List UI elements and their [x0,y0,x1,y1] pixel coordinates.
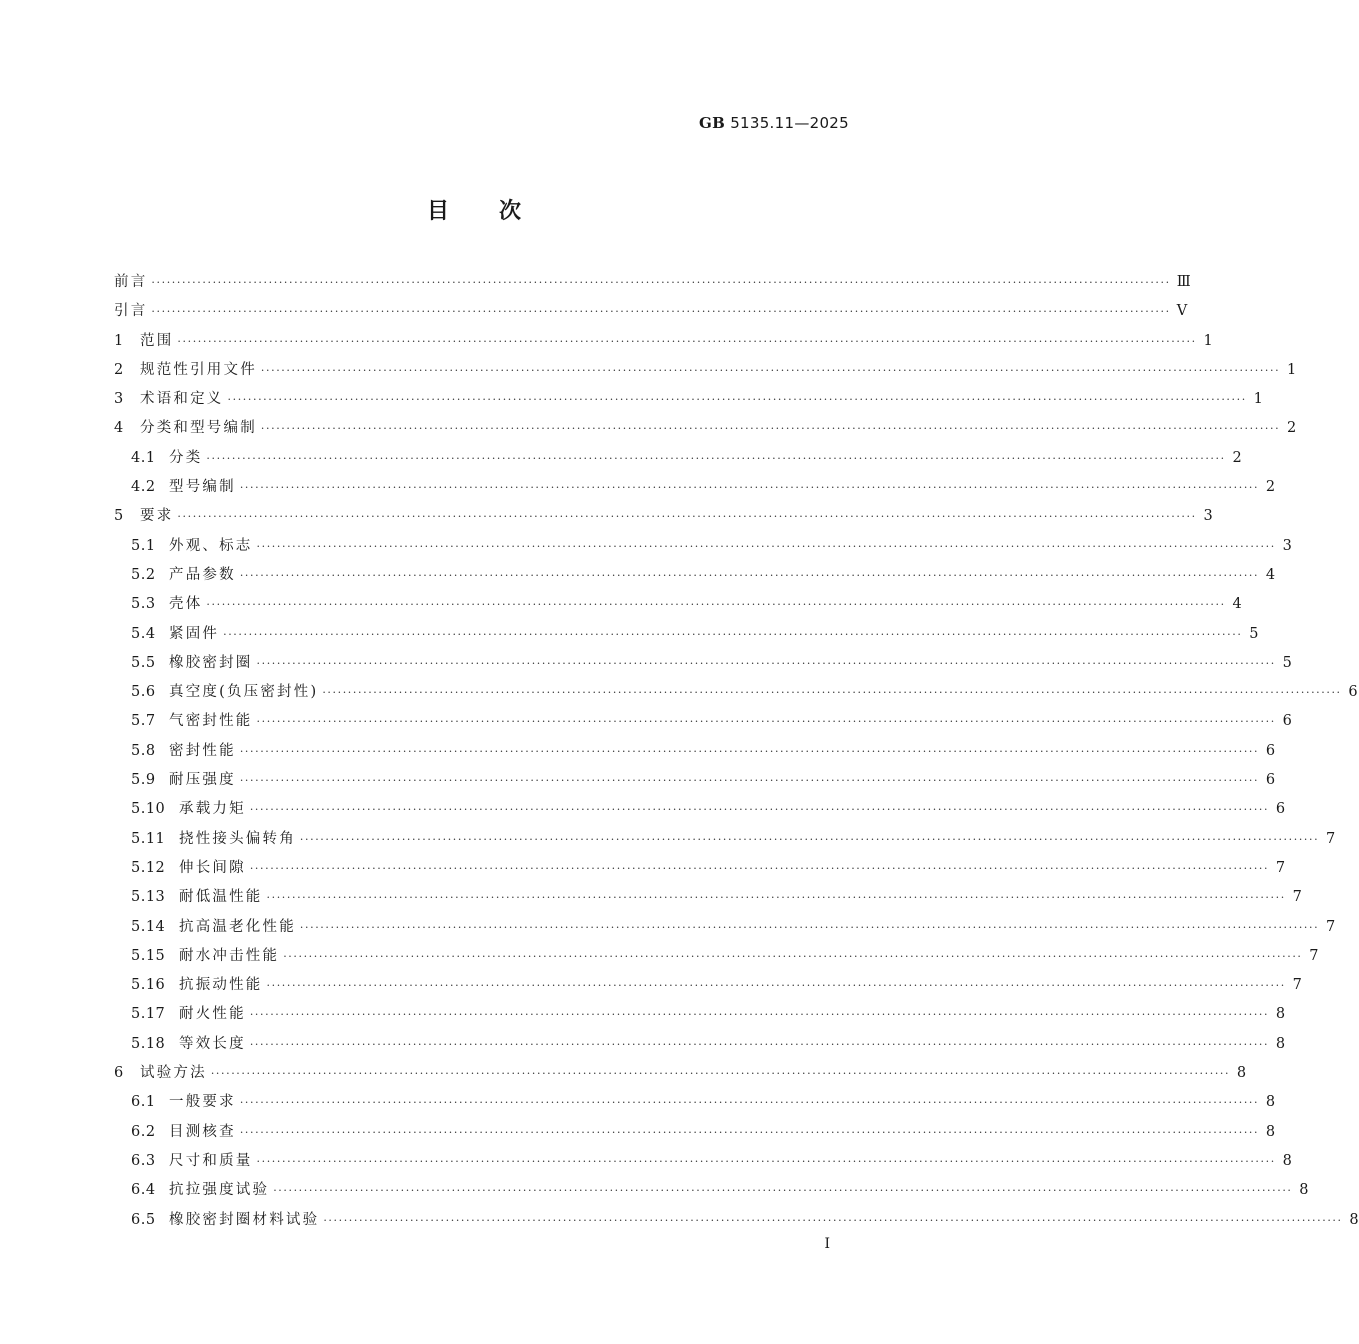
toc-entry-label: 耐低温性能 [179,889,263,906]
toc-entry-page: 6 [1282,713,1292,730]
toc-entry[interactable] [114,944,1319,973]
toc-leader-dots: ········································································································································································································ [249,803,1270,817]
toc-leader-dots: ········································································································································································································ [299,920,1320,934]
toc-leader-dots: ········································································································································································································ [210,1067,1231,1081]
toc-entry-label: 前言 [114,274,148,290]
toc-leader-dots: ········································································································································································································ [323,1213,1343,1227]
toc-entry-number: 5.17 [131,1006,166,1023]
toc-leader-dots: ········································································································································································································ [256,1154,1276,1168]
toc-entry[interactable] [114,1032,1286,1061]
toc-entry[interactable] [114,680,1358,709]
toc-entry-page: 7 [1292,889,1302,906]
toc-entry-page: 6 [1348,684,1358,701]
table-of-contents [114,270,1359,1237]
toc-entry-label: 抗振动性能 [179,977,263,994]
toc-entry[interactable] [114,1061,1247,1090]
toc-entry-label: 真空度(负压密封性) [169,684,319,701]
page-title: 目 次 [426,199,523,224]
toc-entry-label: 承载力矩 [179,801,246,818]
toc-entry-number: 3 [114,391,124,408]
toc-entry[interactable] [114,387,1263,416]
toc-entry[interactable] [114,299,1188,328]
toc-entry-page: 8 [1282,1152,1292,1169]
toc-leader-dots: ········································································································································································································ [239,568,1260,582]
toc-entry-label: 耐压强度 [169,772,236,789]
toc-entry-label: 耐火性能 [179,1006,246,1023]
toc-entry-number: 5.16 [131,977,166,994]
toc-entry-label: 尺寸和质量 [169,1152,253,1169]
toc-entry-number: 5.10 [131,801,166,818]
toc-leader-dots: ········································································································································································································ [239,744,1260,758]
toc-entry[interactable] [114,856,1286,885]
toc-entry-page: 2 [1232,449,1242,466]
toc-entry-page: 2 [1265,479,1276,496]
toc-leader-dots: ········································································································································································································ [249,1008,1270,1022]
toc-leader-dots: ········································································································································································································ [273,1184,1293,1198]
toc-entry[interactable] [114,915,1336,944]
toc-entry[interactable] [114,973,1302,1002]
toc-entry-page: 2 [1287,420,1297,437]
toc-leader-dots: ········································································································································································································ [239,481,1260,495]
toc-leader-dots: ········································································································································································································ [151,276,1171,289]
toc-leader-dots: ········································································································································································································ [266,891,1286,905]
toc-entry-number: 5.8 [131,742,156,759]
toc-entry[interactable] [114,416,1297,445]
toc-leader-dots: ········································································································································································································ [177,510,1197,524]
toc-leader-dots: ········································································································································································································ [151,305,1171,319]
toc-entry-number: 6.5 [131,1211,156,1228]
toc-entry-page: 3 [1282,537,1292,554]
toc-entry-page: 7 [1326,918,1336,935]
toc-entry[interactable] [114,534,1292,563]
toc-entry-page: 3 [1203,508,1213,525]
toc-entry[interactable] [114,1178,1309,1207]
toc-entry-page: 1 [1287,361,1297,378]
toc-entry[interactable] [114,1208,1359,1237]
toc-entry-label: 分类 [169,449,203,466]
toc-entry-label: 耐水冲击性能 [179,947,280,964]
toc-entry[interactable] [114,446,1242,475]
toc-entry[interactable] [114,504,1213,533]
toc-entry-number: 5.11 [131,830,166,847]
toc-entry-number: 5.4 [131,625,156,642]
toc-leader-dots: ········································································································································································································ [206,598,1226,612]
toc-entry-label: 要求 [140,508,174,525]
toc-entry-page: 8 [1275,1035,1286,1052]
toc-entry-label: 引言 [114,303,148,320]
toc-entry-page: 6 [1265,772,1276,789]
toc-entry[interactable] [114,768,1276,797]
toc-entry-number: 6.4 [131,1182,156,1199]
toc-entry-page: 4 [1265,566,1276,583]
toc-entry-number: 4.2 [131,479,156,496]
toc-entry-number: 5.18 [131,1035,166,1052]
toc-entry-number: 5 [114,508,124,525]
toc-entry-page: 7 [1309,947,1319,964]
toc-entry-label: 紧固件 [169,625,220,642]
toc-entry-label: 橡胶密封圈 [169,654,253,671]
toc-entry-page: 8 [1349,1211,1359,1228]
toc-entry-page: 6 [1265,742,1276,759]
toc-entry-label: 范围 [140,332,174,349]
standard-prefix: GB [699,114,726,132]
toc-entry-page: Ⅲ [1176,274,1191,290]
toc-entry-label: 试验方法 [140,1065,207,1082]
toc-entry-number: 6.1 [131,1094,156,1111]
toc-entry-number: 5.2 [131,566,156,583]
toc-entry[interactable] [114,563,1276,592]
toc-entry[interactable] [114,1002,1286,1031]
toc-entry-number: 5.7 [131,713,156,730]
toc-leader-dots: ········································································································································································································ [256,656,1276,670]
toc-leader-dots: ········································································································································································································ [299,832,1320,846]
standard-code: 5135.11—2025 [730,114,849,132]
toc-entry-page: 1 [1203,332,1213,349]
toc-entry[interactable] [114,885,1302,914]
toc-entry-label: 壳体 [169,596,203,613]
toc-leader-dots: ········································································································································································································ [206,451,1226,465]
toc-entry-number: 6 [114,1065,124,1082]
toc-leader-dots: ········································································································································································································ [239,1125,1260,1139]
toc-leader-dots: ········································································································································································································ [239,774,1260,788]
toc-entry-page: 5 [1282,654,1292,671]
toc-leader-dots: ········································································································································································································ [260,422,1281,436]
toc-entry-number: 5.5 [131,654,156,671]
toc-entry[interactable] [114,1120,1276,1149]
toc-entry[interactable] [114,592,1242,621]
toc-entry-number: 5.9 [131,772,156,789]
toc-entry-number: 6.3 [131,1152,156,1169]
toc-entry-page: 7 [1326,830,1336,847]
toc-entry-number: 5.6 [131,684,156,701]
toc-entry-page: 5 [1249,625,1259,642]
toc-entry-label: 等效长度 [179,1035,246,1052]
toc-entry-page: 7 [1292,977,1302,994]
toc-entry-label: 挠性接头偏转角 [179,830,296,847]
toc-entry-page: Ⅴ [1176,303,1188,320]
toc-entry-number: 6.2 [131,1123,156,1140]
toc-entry-number: 1 [114,332,124,349]
toc-entry-page: 8 [1275,1006,1286,1023]
toc-entry-page: 7 [1275,859,1286,876]
toc-leader-dots: ········································································································································································································ [249,861,1270,875]
toc-entry[interactable] [114,709,1292,738]
toc-leader-dots: ········································································································································································································ [260,363,1281,377]
toc-entry-label: 型号编制 [169,479,236,496]
toc-entry[interactable] [114,475,1276,504]
toc-entry-number: 4.1 [131,449,156,466]
toc-entry-label: 气密封性能 [169,713,253,730]
toc-entry-number: 5.12 [131,859,166,876]
toc-leader-dots: ········································································································································································································ [256,539,1276,553]
toc-entry[interactable] [114,358,1297,387]
toc-entry[interactable] [114,1149,1292,1178]
toc-entry-page: 1 [1253,391,1263,408]
toc-entry[interactable] [114,797,1286,826]
toc-entry-label: 伸长间隙 [179,859,246,876]
standard-number [699,114,849,132]
toc-entry-label: 抗高温老化性能 [179,918,296,935]
toc-entry-label: 橡胶密封圈材料试验 [169,1211,320,1228]
toc-entry[interactable] [114,1090,1276,1119]
toc-entry-number: 5.3 [131,596,156,613]
toc-entry-label: 规范性引用文件 [140,361,257,378]
toc-entry-number: 2 [114,361,124,378]
page-number: Ⅰ [824,1236,830,1252]
toc-leader-dots: ········································································································································································································ [322,686,1342,700]
toc-entry-number: 4 [114,420,124,437]
toc-entry-label: 一般要求 [169,1094,236,1111]
toc-entry-label: 外观、标志 [169,537,253,554]
toc-entry-page: 8 [1236,1065,1247,1082]
toc-entry-page: 4 [1232,596,1242,613]
toc-leader-dots: ········································································································································································································ [177,334,1197,348]
toc-entry-page: 8 [1265,1123,1276,1140]
toc-entry-number: 5.14 [131,918,166,935]
toc-entry-number: 5.13 [131,889,166,906]
toc-leader-dots: ········································································································································································································ [223,627,1243,641]
toc-entry[interactable] [114,622,1259,651]
toc-entry[interactable] [114,827,1336,856]
toc-entry-label: 目测核查 [169,1123,236,1140]
toc-entry[interactable] [114,329,1213,358]
toc-entry-label: 抗拉强度试验 [169,1182,270,1199]
toc-entry[interactable] [114,270,1191,299]
toc-entry[interactable] [114,651,1292,680]
toc-leader-dots: ········································································································································································································ [283,949,1303,963]
toc-leader-dots: ········································································································································································································ [266,979,1286,993]
toc-entry-number: 5.15 [131,947,166,964]
toc-entry-page: 6 [1275,801,1286,818]
toc-entry-label: 术语和定义 [140,391,224,408]
toc-entry[interactable] [114,739,1276,768]
toc-entry-label: 产品参数 [169,566,236,583]
toc-entry-page: 8 [1265,1094,1276,1111]
toc-entry-page: 8 [1299,1182,1309,1199]
toc-leader-dots: ········································································································································································································ [227,393,1247,407]
toc-leader-dots: ········································································································································································································ [239,1096,1260,1110]
toc-entry-label: 密封性能 [169,742,236,759]
toc-entry-label: 分类和型号编制 [140,420,257,437]
toc-leader-dots: ········································································································································································································ [249,1037,1270,1051]
toc-entry-number: 5.1 [131,537,156,554]
toc-leader-dots: ········································································································································································································ [256,715,1276,729]
